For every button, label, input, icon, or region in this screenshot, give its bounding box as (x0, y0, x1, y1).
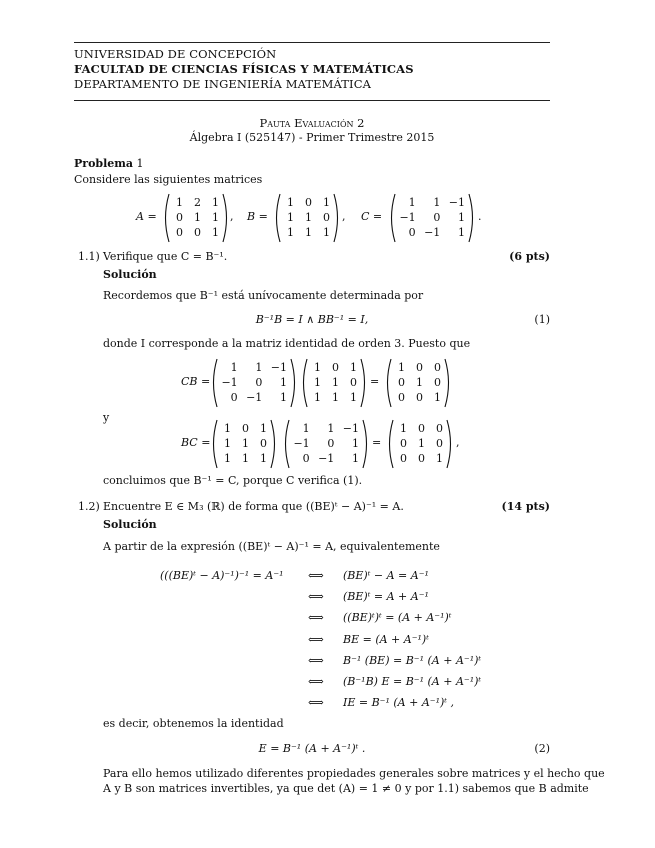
matrix-entry: 0 (436, 437, 443, 450)
matrix-entry: 1 (260, 422, 267, 435)
matrix-entry: 1 (255, 361, 263, 374)
derivation-lhs: (((BE)ᵗ − A)⁻¹)⁻¹ = A⁻¹ (160, 569, 284, 582)
matrix-entry: −1 (293, 437, 310, 450)
comma: , (230, 210, 234, 223)
part-1-conclusion: concluimos que B⁻¹ = C, porque C verifica (1). (103, 474, 363, 487)
right-paren (334, 194, 338, 242)
problem-heading (74, 157, 144, 170)
matrix-entry: 1 (242, 437, 249, 450)
matrix-entry: 1 (302, 422, 310, 435)
matrix-entry: 1 (323, 196, 330, 209)
matrix-entry: 1 (323, 226, 330, 239)
equation-1: B⁻¹B = I ∧ BB⁻¹ = I, (255, 313, 369, 326)
part-1-number: 1.1) (78, 250, 100, 263)
matrix-entry: 1 (332, 376, 339, 389)
part-1-statement: Verifique que C = B⁻¹. (103, 250, 228, 263)
part-2-solution-label: Solución (103, 518, 157, 531)
header-rule-top (74, 42, 550, 43)
matrix-entry: 1 (408, 196, 416, 209)
matrix-entry: 0 (305, 196, 312, 209)
matrix-entry: −1 (399, 211, 416, 224)
matrix-entry: 1 (242, 452, 249, 465)
matrix-entry: 1 (351, 437, 359, 450)
matrix-entry: 1 (350, 391, 357, 404)
part-2-paragraph-1: A partir de la expresión ((BE)ᵗ − A)⁻¹ = A, equivalentemente (103, 540, 440, 553)
matrix-identity (384, 358, 452, 408)
comma: , (456, 436, 460, 449)
matrix-b (300, 358, 368, 408)
matrix-c (388, 193, 476, 243)
matrix-entry: 0 (260, 437, 267, 450)
iff-symbol: ⟺ (308, 696, 324, 710)
derivation-step: (B⁻¹B) E = B⁻¹ (A + A⁻¹)ᵗ (343, 675, 482, 688)
connector-y: y (103, 411, 110, 424)
matrix-entry: 1 (314, 376, 321, 389)
matrix-entry: 1 (457, 226, 465, 239)
part-1-paragraph-2: donde I corresponde a la matriz identidad de orden 3. Puesto que (103, 337, 471, 350)
part-2-paragraph-3b: A y B son matrices invertibles, ya que det (A) = 1 ≠ 0 y por 1.1) sabemos que B admite (103, 782, 589, 795)
matrix-entry: 1 (398, 361, 405, 374)
matrix-entry: 0 (350, 376, 357, 389)
matrix-entry: 0 (400, 437, 407, 450)
derivation-step: IE = B⁻¹ (A + A⁻¹)ᵗ , (343, 696, 454, 710)
right-paren (363, 420, 367, 468)
matrix-entry: −1 (448, 196, 465, 209)
matrix-b-label: B = (247, 210, 268, 223)
matrix-entry: 0 (433, 211, 441, 224)
matrix-entry: 0 (194, 226, 201, 239)
part-1-solution-label: Solución (103, 268, 157, 281)
department-name: DEPARTAMENTO DE INGENIERÍA MATEMÁTICA (74, 77, 371, 91)
problem-label: Problema (74, 157, 134, 170)
university-name: UNIVERSIDAD DE CONCEPCIÓN (74, 47, 277, 61)
matrix-entry: 1 (433, 196, 441, 209)
matrix-entry: 0 (332, 361, 339, 374)
equation-1-number: (1) (534, 313, 550, 326)
iff-symbol: ⟺ (308, 675, 324, 688)
iff-symbol: ⟺ (308, 653, 324, 667)
right-paren (469, 194, 473, 242)
matrix-c (282, 419, 370, 469)
matrix-b (210, 419, 278, 469)
matrix-entry: 0 (418, 422, 425, 435)
iff-symbol: ⟺ (308, 632, 324, 646)
matrix-entry: 1 (418, 437, 425, 450)
matrix-entry: −1 (318, 452, 335, 465)
matrix-entry: 1 (314, 361, 321, 374)
right-paren (361, 359, 365, 407)
part-2-number: 1.2) (78, 500, 100, 513)
right-paren (291, 359, 295, 407)
matrix-entry: 1 (314, 391, 321, 404)
matrix-entry: 1 (279, 391, 287, 404)
iff-symbol: ⟺ (308, 569, 324, 582)
period: . (478, 210, 482, 223)
matrix-entry: 0 (408, 226, 416, 239)
matrix-entry: −1 (424, 226, 441, 239)
matrix-entry: 0 (255, 376, 263, 389)
matrix-entry: 1 (279, 376, 287, 389)
matrix-entry: 1 (400, 422, 407, 435)
matrix-entry: 1 (305, 226, 312, 239)
matrix-entry: 0 (327, 437, 335, 450)
matrix-entry: 0 (434, 376, 441, 389)
matrix-entry: 1 (212, 226, 219, 239)
matrix-entry: 0 (323, 211, 330, 224)
matrix-c (210, 358, 298, 408)
matrix-entry: 1 (416, 376, 423, 389)
matrix-a (162, 193, 230, 243)
matrix-entry: 1 (224, 437, 231, 450)
matrix-entry: 2 (194, 196, 201, 209)
matrix-entry: 0 (302, 452, 310, 465)
matrix-entry: 0 (434, 361, 441, 374)
matrix-entry: 1 (434, 391, 441, 404)
right-paren (271, 420, 275, 468)
matrix-a-label: A = (136, 210, 157, 223)
faculty-name: FACULTAD DE CIENCIAS FÍSICAS Y MATEMÁTICAS (74, 62, 414, 76)
matrix-entry: 1 (351, 452, 359, 465)
document-subtitle: Álgebra I (525147) - Primer Trimestre 2015 (189, 131, 435, 144)
matrix-entry: 0 (418, 452, 425, 465)
matrix-entry: 1 (332, 391, 339, 404)
iff-symbol: ⟺ (308, 611, 324, 625)
matrix-entry: 0 (242, 422, 249, 435)
iff-symbol: ⟺ (308, 590, 324, 604)
matrix-entry: 1 (457, 211, 465, 224)
matrix-entry: 1 (212, 211, 219, 224)
equation-2: E = B⁻¹ (A + A⁻¹)ᵗ . (258, 742, 366, 755)
matrix-entry: 1 (230, 361, 238, 374)
matrix-entry: −1 (246, 391, 263, 404)
matrix-entry: 1 (436, 452, 443, 465)
part-2-statement: Encuentre E ∈ M₃ (ℝ) de forma que ((BE)ᵗ − A)⁻¹ = A. (103, 500, 404, 513)
matrix-entry: 0 (398, 376, 405, 389)
matrix-b (273, 193, 341, 243)
matrix-entry: −1 (270, 361, 287, 374)
matrix-identity (386, 419, 454, 469)
derivation-step: (BE)ᵗ − A = A⁻¹ (343, 569, 429, 582)
equals-sign: = (372, 436, 382, 449)
part-1-points: (6 pts) (509, 250, 550, 263)
matrix-c-label: C = (361, 210, 383, 223)
matrix-entry: 0 (398, 391, 405, 404)
matrix-entry: 0 (176, 226, 183, 239)
right-paren (445, 359, 449, 407)
document-title: Pauta Evaluación 2 (259, 116, 365, 130)
part-2-points: (14 pts) (501, 500, 550, 513)
matrix-entry: 0 (176, 211, 183, 224)
matrix-entry: 0 (416, 391, 423, 404)
problem-intro: Considere las siguientes matrices (74, 173, 263, 186)
matrix-entry: 1 (287, 211, 294, 224)
matrix-entry: 0 (436, 422, 443, 435)
right-paren (223, 194, 227, 242)
bc-label: BC = (181, 436, 211, 449)
matrix-entry: 1 (212, 196, 219, 209)
matrix-entry: 1 (176, 196, 183, 209)
part-1-paragraph-1: Recordemos que B⁻¹ está unívocamente determinada por (103, 289, 424, 302)
matrix-entry: 1 (287, 196, 294, 209)
matrix-entry: 1 (287, 226, 294, 239)
cb-label: CB = (181, 375, 211, 388)
matrix-entry: 1 (327, 422, 335, 435)
header-rule-bottom (74, 100, 550, 101)
problem-number: 1 (136, 157, 144, 170)
matrix-entry: 1 (194, 211, 201, 224)
right-paren (447, 420, 451, 468)
matrix-entry: 1 (305, 211, 312, 224)
matrix-entry: 0 (400, 452, 407, 465)
matrix-entry: 1 (260, 452, 267, 465)
equals-sign: = (370, 375, 380, 388)
derivation-step: BE = (A + A⁻¹)ᵗ (343, 632, 429, 646)
derivation-step: B⁻¹ (BE) = B⁻¹ (A + A⁻¹)ᵗ (343, 653, 482, 667)
derivation-step: (BE)ᵗ = A + A⁻¹ (343, 590, 429, 604)
matrix-entry: 1 (224, 452, 231, 465)
part-2-paragraph-2: es decir, obtenemos la identidad (103, 717, 284, 730)
matrix-entry: 1 (350, 361, 357, 374)
equation-2-number: (2) (534, 742, 550, 755)
part-2-paragraph-3a: Para ello hemos utilizado diferentes propiedades generales sobre matrices y el hecho que (103, 767, 605, 780)
matrix-entry: 0 (416, 361, 423, 374)
matrix-entry: 0 (230, 391, 238, 404)
matrix-entry: 1 (224, 422, 231, 435)
matrix-entry: −1 (342, 422, 359, 435)
derivation-step: ((BE)ᵗ)ᵗ = (A + A⁻¹)ᵗ (343, 611, 452, 625)
comma: , (342, 210, 346, 223)
matrix-entry: −1 (221, 376, 238, 389)
